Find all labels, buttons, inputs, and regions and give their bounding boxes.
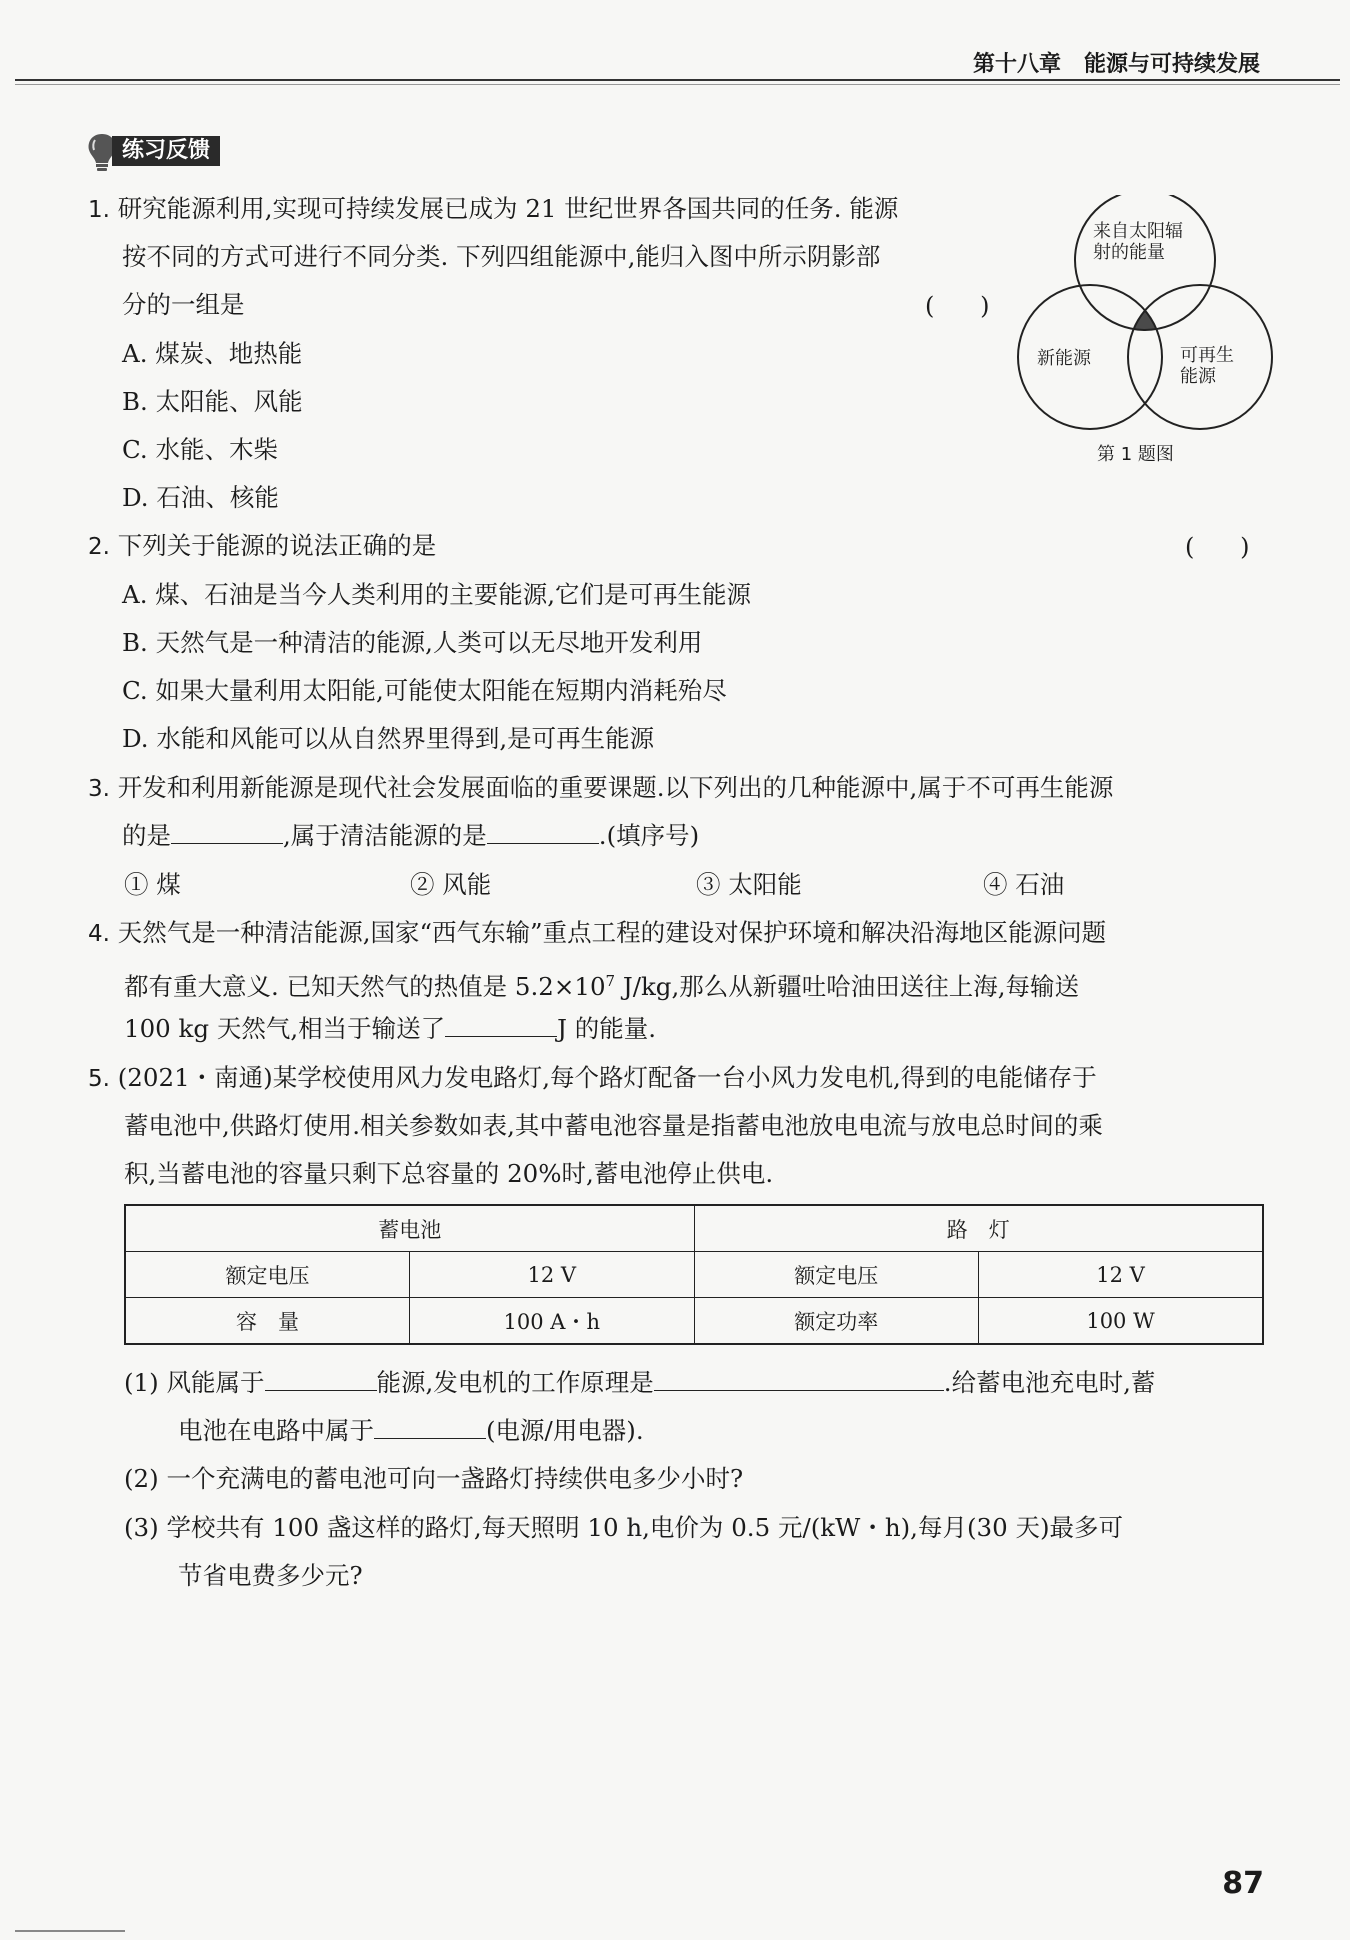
venn-diagram — [1015, 195, 1275, 450]
q5-sub1-text-e: (电源/用电器). — [486, 1416, 644, 1445]
table-cell: 12 V — [979, 1252, 1264, 1298]
q1-text-1: 研究能源利用,实现可持续发展已成为 21 世纪世界各国共同的任务. 能源 — [117, 194, 899, 223]
q2-stem — [88, 522, 436, 571]
q3-line-2 — [122, 812, 699, 860]
q3-number: 3. — [88, 776, 110, 802]
q3-choice-1: ① 煤 — [124, 870, 181, 899]
q5-sub1-text-a: (1) 风能属于 — [124, 1368, 265, 1397]
table-cell: 100 W — [979, 1298, 1264, 1345]
header-rule — [15, 79, 1340, 81]
q1-answer-paren: ( ) — [925, 292, 990, 320]
q4-exponent: 7 — [605, 972, 616, 990]
q5-sub1-text-d: 电池在电路中属于 — [178, 1416, 374, 1445]
q3-text-2b: ,属于清洁能源的是 — [283, 821, 487, 850]
q4-line-3 — [124, 1005, 656, 1053]
q4-text-1: 天然气是一种清洁能源,国家“西气东输”重点工程的建设对保护环境和解决沿海地区能源问题 — [117, 918, 1107, 947]
venn-label-right-2: 能源 — [1180, 366, 1216, 387]
table-cell: 额定电压 — [694, 1252, 979, 1298]
q4-line-1 — [88, 909, 1106, 958]
q5-sub1-line-2 — [178, 1407, 644, 1455]
q4-text-2b: J/kg,那么从新疆吐哈油田送往上海,每输送 — [615, 972, 1080, 1002]
q5-line-2: 蓄电池中,供路灯使用.相关参数如表,其中蓄电池容量是指蓄电池放电电流与放电总时间的乘 — [124, 1111, 1103, 1140]
q3-choice-2: ② 风能 — [410, 870, 492, 899]
q4-number: 4. — [88, 921, 110, 947]
q2-answer-paren: ( ) — [1185, 533, 1250, 561]
page-number: 87 — [1222, 1866, 1264, 1901]
q1-number: 1. — [88, 197, 110, 223]
chapter-title: 能源与可持续发展 — [1083, 52, 1260, 77]
q5-sub3-line-2: 节省电费多少元? — [178, 1561, 363, 1590]
q1-option-a: A. 煤炭、地热能 — [122, 339, 303, 368]
q4-text-2a: 都有重大意义. 已知天然气的热值是 5.2×10 — [124, 972, 606, 1002]
q2-option-d: D. 水能和风能可以从自然界里得到,是可再生能源 — [122, 724, 655, 753]
table-cell: 容 量 — [125, 1298, 410, 1345]
q5-sub1-text-b: 能源,发电机的工作原理是 — [376, 1368, 654, 1397]
q5-blank-energy-type[interactable] — [265, 1362, 377, 1391]
table-cell: 额定功率 — [694, 1298, 979, 1345]
q3-text-2a: 的是 — [122, 821, 171, 850]
q2-option-b: B. 天然气是一种清洁的能源,人类可以无尽地开发利用 — [122, 628, 703, 657]
footer-rule — [15, 1930, 125, 1932]
table-row — [125, 1298, 1263, 1345]
q5-line-1 — [88, 1054, 1097, 1103]
venn-label-top-2: 射的能量 — [1093, 242, 1165, 263]
q5-sub1-line-1 — [124, 1359, 1155, 1407]
venn-label-right-1: 可再生 — [1180, 345, 1234, 366]
table-row — [125, 1252, 1263, 1298]
q3-text-2c: .(填序号) — [598, 821, 700, 850]
q2-option-c: C. 如果大量利用太阳能,可能使太阳能在短期内消耗殆尽 — [122, 676, 727, 705]
q2-stem-text: 下列关于能源的说法正确的是 — [117, 531, 437, 560]
venn-label-left: 新能源 — [1037, 348, 1091, 369]
q4-text-3a: 100 kg 天然气,相当于输送了 — [124, 1014, 446, 1043]
q5-blank-generator-principle[interactable] — [654, 1362, 944, 1391]
q2-option-a: A. 煤、石油是当今人类利用的主要能源,它们是可再生能源 — [122, 580, 752, 609]
table-cell: 额定电压 — [125, 1252, 410, 1298]
venn-caption: 第 1 题图 — [1097, 444, 1174, 465]
q1-option-c: C. 水能、木柴 — [122, 435, 278, 464]
q3-blank-clean[interactable] — [487, 815, 599, 844]
chapter-number: 第十八章 — [972, 52, 1061, 77]
q4-blank-energy[interactable] — [445, 1008, 557, 1037]
q1-line-1 — [88, 185, 898, 234]
section-banner — [85, 132, 260, 172]
table-header-streetlight: 路 灯 — [694, 1205, 1263, 1252]
chapter-header — [973, 47, 1260, 78]
q3-line-1 — [88, 764, 1113, 813]
q1-line-3: 分的一组是 — [122, 290, 245, 319]
table-cell: 12 V — [410, 1252, 695, 1298]
q1-option-b: B. 太阳能、风能 — [122, 387, 303, 416]
parameter-table — [124, 1204, 1264, 1345]
q5-text-1: (2021・南通)某学校使用风力发电路灯,每个路灯配备一台小风力发电机,得到的电能储存于 — [117, 1063, 1097, 1092]
table-header-battery: 蓄电池 — [125, 1205, 694, 1252]
header-rule-thin — [15, 84, 1340, 85]
q3-blank-nonrenewable[interactable] — [171, 815, 283, 844]
q3-text-1: 开发和利用新能源是现代社会发展面临的重要课题.以下列出的几种能源中,属于不可再生能源 — [117, 773, 1114, 802]
table-cell: 100 A・h — [410, 1298, 695, 1345]
q3-choice-4: ④ 石油 — [983, 870, 1065, 899]
q1-option-d: D. 石油、核能 — [122, 483, 279, 512]
q5-blank-circuit-role[interactable] — [374, 1410, 486, 1439]
q1-line-2: 按不同的方式可进行不同分类. 下列四组能源中,能归入图中所示阴影部 — [122, 242, 881, 271]
q5-sub1-text-c: .给蓄电池充电时,蓄 — [943, 1368, 1156, 1397]
q4-line-2 — [124, 957, 1079, 1011]
table-header-row — [125, 1205, 1263, 1252]
q3-choice-3: ③ 太阳能 — [696, 870, 802, 899]
q4-text-3b: J 的能量. — [557, 1014, 657, 1043]
q2-number: 2. — [88, 534, 110, 560]
section-title: 练习反馈 — [112, 136, 220, 166]
q5-line-3: 积,当蓄电池的容量只剩下总容量的 20%时,蓄电池停止供电. — [124, 1159, 774, 1188]
q5-sub3-line-1: (3) 学校共有 100 盏这样的路灯,每天照明 10 h,电价为 0.5 元/(kW・h),每月(30 天)最多可 — [124, 1513, 1124, 1542]
venn-label-top-1: 来自太阳辐 — [1093, 221, 1183, 242]
q5-number: 5. — [88, 1066, 110, 1092]
q5-sub2: (2) 一个充满电的蓄电池可向一盏路灯持续供电多少小时? — [124, 1464, 744, 1493]
